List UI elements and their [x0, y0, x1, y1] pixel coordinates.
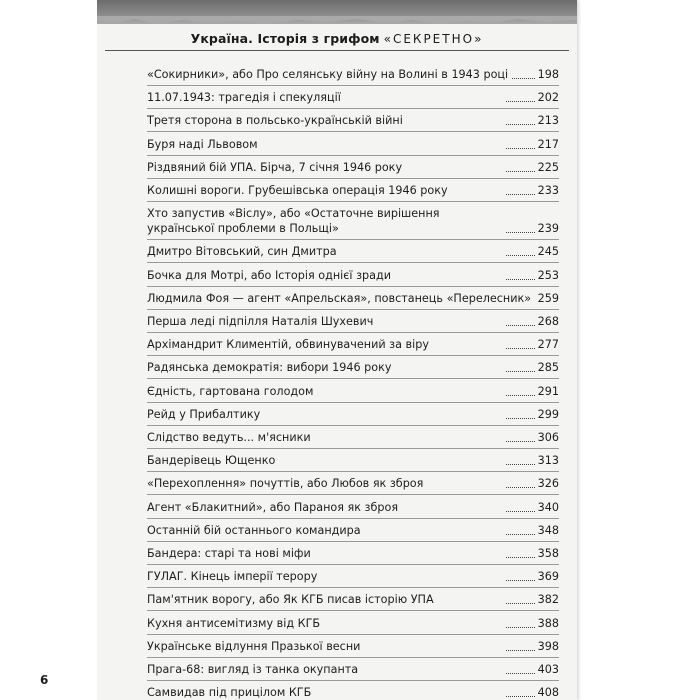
toc-entry-title-line: «Сокирники», або Про селянську війну на Волині в 1943 році	[147, 68, 509, 81]
toc-entry	[147, 500, 559, 515]
toc-entry-title	[147, 685, 502, 700]
toc-entry-title	[147, 90, 502, 105]
toc-entry-title-line: «Перехоплення» почуттів, або Любов як зброя	[147, 477, 424, 491]
toc-divider	[147, 108, 559, 109]
toc-entry	[147, 685, 559, 700]
toc-page-number: 277	[537, 338, 559, 352]
toc-page-number: 313	[537, 454, 559, 468]
toc-divider	[147, 355, 559, 356]
toc-entry-title-line: Архімандрит Климентій, обвинувачений за віру	[147, 338, 429, 352]
toc-entry-title-line: Бандерівець Ющенко	[147, 454, 276, 468]
toc-divider	[147, 239, 559, 240]
header-rule	[105, 50, 569, 51]
toc-entry	[147, 291, 559, 306]
toc-leader-dots	[506, 231, 535, 233]
toc-entry-title-line: Прага-68: вигляд із танка окупанта	[147, 663, 359, 676]
toc-entry	[147, 476, 559, 491]
toc-entry-title	[147, 291, 532, 306]
book-page	[97, 0, 577, 700]
toc-page-number: 348	[537, 523, 559, 537]
toc-page-number: 259	[537, 291, 559, 305]
toc-divider	[147, 286, 559, 287]
toc-divider	[147, 471, 559, 472]
toc-leader-dots	[506, 100, 535, 102]
toc-entry-title-line: Третя сторона в польсько-українській війні	[147, 114, 403, 128]
toc-entry-title	[147, 639, 502, 654]
toc-entry-title	[147, 407, 502, 422]
toc-leader-dots	[506, 394, 535, 396]
toc-divider	[147, 201, 559, 202]
toc-entry	[147, 453, 559, 468]
toc-page-number: 213	[537, 114, 559, 128]
toc-divider	[147, 494, 559, 495]
page-number: 6	[40, 673, 49, 687]
toc-entry-title-line: Різдвяний бій УПА. Бірча, 7 січня 1946 року	[147, 160, 403, 174]
toc-page-number: 239	[537, 222, 559, 236]
toc-entry-title	[147, 206, 502, 236]
toc-entry	[147, 384, 559, 399]
toc-leader-dots	[506, 440, 535, 442]
toc-page-number: 326	[537, 477, 559, 491]
toc-entry	[147, 67, 559, 82]
toc-page-number: 388	[537, 616, 559, 630]
toc-divider	[147, 564, 559, 565]
toc-divider	[147, 634, 559, 635]
toc-page-number: 340	[537, 500, 559, 514]
toc-leader-dots	[506, 123, 535, 125]
toc-entry-title	[147, 384, 502, 399]
toc-entry-title	[147, 160, 502, 175]
toc-entry-title	[147, 546, 502, 561]
toc-leader-dots	[512, 77, 535, 79]
toc-leader-dots	[506, 463, 535, 465]
toc-leader-dots	[506, 254, 535, 256]
toc-divider	[147, 610, 559, 611]
toc-entry-title	[147, 337, 502, 352]
toc-entry-title-line: Слідство ведуть... м'ясники	[147, 431, 311, 444]
toc-leader-dots	[506, 556, 535, 558]
toc-entry-title-line: Українське відлуння Празької весни	[147, 639, 361, 653]
toc-entry-title-line: Дмитро Вітовський, син Дмитра	[147, 245, 337, 259]
toc-entry-title	[147, 183, 502, 198]
toc-entry	[147, 616, 559, 631]
toc-entry-title-line: Бандера: старі та нові міфи	[147, 547, 311, 560]
toc-divider	[147, 131, 559, 132]
toc-entry-title	[147, 523, 502, 538]
toc-entry	[147, 592, 559, 607]
toc-divider	[147, 448, 559, 449]
toc-page-number: 291	[537, 384, 559, 398]
toc-leader-dots	[506, 417, 535, 419]
toc-leader-dots	[506, 579, 535, 581]
toc-entry-title-line: Рейд у Прибалтику	[147, 407, 261, 421]
toc-entry-title-line: Останній бій останнього командира	[147, 523, 361, 537]
toc-page-number: 403	[537, 663, 559, 676]
toc-entry-title-line: 11.07.1943: трагедія і спекуляції	[147, 91, 341, 105]
toc-page-number: 233	[537, 184, 559, 197]
toc-entry-title	[147, 268, 502, 283]
toc-page-number: 202	[537, 91, 559, 105]
toc-leader-dots	[506, 324, 535, 326]
toc-entry-title-line: Агент «Блакитний», або Параноя як зброя	[147, 500, 399, 514]
toc-entry	[147, 430, 559, 445]
toc-entry-title-line: Колишні вороги. Грубешівська операція 1946 року	[147, 184, 448, 197]
toc-entry	[147, 569, 559, 584]
toc-leader-dots	[506, 278, 535, 280]
toc-page-number: 225	[537, 160, 559, 174]
header-title-text: Україна. Історія з грифом	[190, 31, 380, 46]
toc-divider	[147, 309, 559, 310]
toc-divider	[147, 587, 559, 588]
toc-page-number: 253	[537, 268, 559, 282]
toc-divider	[147, 262, 559, 263]
toc-page-number: 299	[537, 407, 559, 421]
toc-divider	[147, 155, 559, 156]
toc-page-number: 268	[537, 315, 559, 328]
toc-entry	[147, 244, 559, 259]
toc-leader-dots	[506, 533, 535, 535]
toc-entry-title	[147, 244, 502, 259]
running-header	[97, 31, 577, 46]
toc-entry-title	[147, 662, 502, 677]
torn-edge	[97, 16, 577, 28]
toc-entry	[147, 160, 559, 175]
toc-leader-dots	[506, 486, 535, 488]
toc-entry-title	[147, 67, 509, 82]
toc-entry	[147, 662, 559, 677]
toc-page-number: 217	[537, 137, 559, 151]
toc-leader-dots	[506, 510, 535, 512]
toc-entry	[147, 314, 559, 329]
toc-entry-title-line: Самвидав під прицілом КГБ	[147, 686, 312, 700]
toc-leader-dots	[506, 649, 535, 651]
toc-leader-dots	[506, 147, 535, 149]
toc-entry-title	[147, 616, 502, 631]
toc-leader-dots	[506, 672, 535, 674]
toc-entry-title	[147, 430, 502, 445]
toc-entry-title	[147, 137, 502, 152]
toc-page-number: 285	[537, 361, 559, 375]
toc-entry	[147, 137, 559, 152]
toc-leader-dots	[506, 370, 535, 372]
header-stamp: «СЕКРЕТНО»	[383, 32, 484, 46]
toc-page-number: 398	[537, 639, 559, 653]
toc-leader-dots	[506, 170, 535, 172]
toc-leader-dots	[506, 695, 535, 697]
toc-page-number: 358	[537, 547, 559, 560]
toc-page-number: 198	[537, 68, 559, 81]
toc-entry-title	[147, 476, 502, 491]
toc-divider	[147, 541, 559, 542]
toc-entry-title-line: Радянська демократія: вибори 1946 року	[147, 361, 392, 375]
toc-page-number: 245	[537, 245, 559, 259]
toc-leader-dots	[506, 347, 535, 349]
toc-entry-title-line: української проблеми в Польщі»	[147, 222, 339, 236]
toc-divider	[147, 85, 559, 86]
toc-entry-title	[147, 113, 502, 128]
toc-entry-title-line: Пам'ятник ворогу, або Як КГБ писав історію УПА	[147, 593, 434, 607]
toc-entry	[147, 523, 559, 538]
toc-entry-title-line: Кухня антисемітизму від КГБ	[147, 616, 321, 630]
toc-entry	[147, 337, 559, 352]
toc-entry-title-line: Хто запустив «Віслу», або «Остаточне вирішення	[147, 207, 440, 221]
toc-page-number: 408	[537, 686, 559, 700]
toc-divider	[147, 402, 559, 403]
toc-entry-title-line: Єдність, гартована голодом	[147, 384, 314, 398]
toc-entry-title	[147, 453, 502, 468]
toc-leader-dots	[506, 626, 535, 628]
toc-entry	[147, 639, 559, 654]
toc-page-number: 306	[537, 431, 559, 444]
toc-entry	[147, 90, 559, 105]
toc-entry	[147, 268, 559, 283]
toc-entry	[147, 360, 559, 375]
toc-leader-dots	[506, 193, 535, 195]
toc-divider	[147, 518, 559, 519]
toc-entry	[147, 206, 559, 236]
toc-divider	[147, 657, 559, 658]
toc-entry-title	[147, 592, 502, 607]
toc-leader-dots	[506, 602, 535, 604]
toc-page-number: 369	[537, 570, 559, 584]
toc-entry	[147, 546, 559, 561]
toc-entry-title-line: Перша леді підпілля Наталія Шухевич	[147, 315, 374, 328]
toc-divider	[147, 425, 559, 426]
toc-entry	[147, 183, 559, 198]
toc-divider	[147, 332, 559, 333]
toc-entry-title-line: Людмила Фоя — агент «Апрельская», повстанець «Перелесник»	[147, 291, 532, 305]
toc-entry	[147, 407, 559, 422]
toc-entry-title	[147, 360, 502, 375]
toc-divider	[147, 178, 559, 179]
toc-entry-title-line: Бочка для Мотрі, або Історія однієї зради	[147, 268, 391, 282]
toc-entry-title	[147, 314, 502, 329]
toc-divider	[147, 378, 559, 379]
toc-entry-title-line: Буря наді Львовом	[147, 137, 258, 151]
toc-entry-title	[147, 569, 502, 584]
toc-divider	[147, 680, 559, 681]
toc-entry-title-line: ГУЛАГ. Кінець імперії терору	[147, 570, 318, 584]
toc-entry	[147, 113, 559, 128]
toc-entry-title	[147, 500, 502, 515]
toc-page-number: 382	[537, 593, 559, 607]
